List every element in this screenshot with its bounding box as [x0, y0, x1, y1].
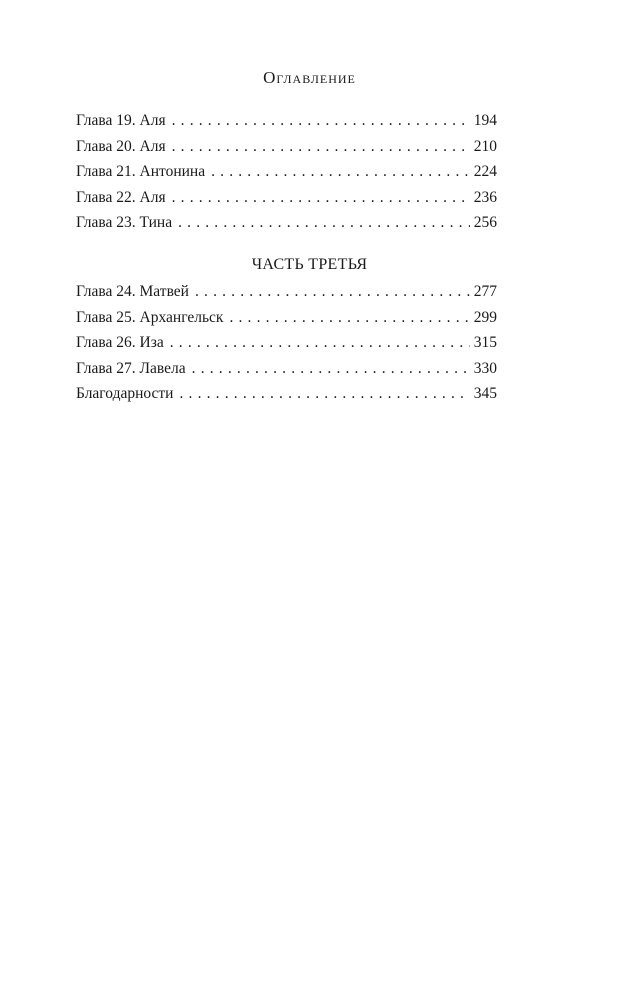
toc-entry-page: 315	[473, 334, 497, 351]
toc-entry-label: Глава 24. Матвей	[76, 279, 195, 305]
toc-entry[interactable]	[76, 210, 497, 236]
toc-entry-page: 277	[473, 283, 497, 300]
toc-entry-page: 236	[473, 188, 497, 206]
part-three-heading: ЧАСТЬ ТРЕТЬЯ	[251, 256, 368, 273]
toc-entry-label: Глава 23. Тина	[76, 210, 178, 236]
toc-entry-page: 210	[473, 137, 497, 155]
toc-entry[interactable]	[76, 356, 497, 382]
toc-leader-dots	[172, 134, 470, 160]
toc-entry-page: 345	[473, 385, 497, 402]
toc-entry-label: Благодарности	[76, 381, 179, 407]
toc-section-part-two	[76, 108, 497, 236]
toc-entry[interactable]	[76, 134, 497, 160]
toc-entry-page: 256	[473, 214, 497, 231]
toc-entry-page: 194	[473, 112, 497, 129]
toc-leader-dots	[211, 159, 470, 185]
toc-leader-dots	[192, 356, 470, 382]
toc-section-part-three	[76, 279, 497, 407]
toc-leader-dots	[195, 279, 470, 305]
toc-entry-label: Глава 19. Аля	[76, 108, 172, 134]
toc-entry[interactable]	[76, 381, 497, 407]
toc-entry-page: 299	[473, 308, 497, 326]
toc-entry-label: Глава 21. Антонина	[76, 159, 211, 185]
toc-leader-dots	[172, 108, 470, 134]
toc-entry[interactable]	[76, 185, 497, 211]
toc-title: Оглавление	[263, 68, 356, 87]
toc-entry-label: Глава 27. Лавела	[76, 356, 192, 382]
toc-entry[interactable]	[76, 108, 497, 134]
toc-entry-label: Глава 22. Аля	[76, 185, 172, 211]
toc-entry-label: Глава 26. Иза	[76, 330, 170, 356]
toc-leader-dots	[178, 210, 470, 236]
toc-leader-dots	[170, 330, 470, 356]
toc-leader-dots	[179, 381, 469, 407]
toc-entry-page: 330	[473, 359, 497, 377]
toc-leader-dots	[229, 305, 469, 331]
toc-leader-dots	[172, 185, 470, 211]
toc-entry[interactable]	[76, 330, 497, 356]
toc-entry-label: Глава 20. Аля	[76, 134, 172, 160]
toc-entry[interactable]	[76, 305, 497, 331]
toc-entry[interactable]	[76, 279, 497, 305]
toc-entry-label: Глава 25. Архангельск	[76, 305, 229, 331]
toc-entry-page: 224	[473, 163, 497, 180]
toc-entry[interactable]	[76, 159, 497, 185]
